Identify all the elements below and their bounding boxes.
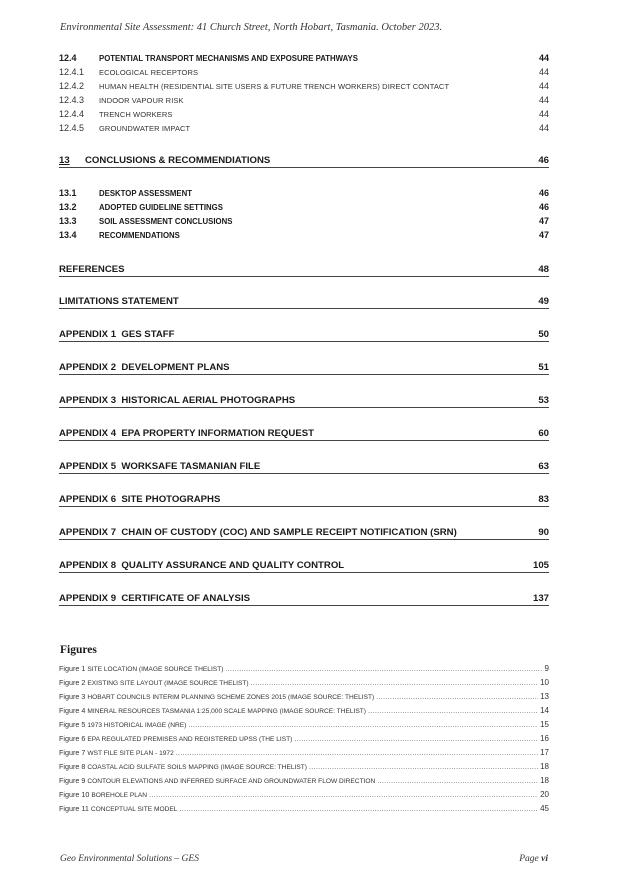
toc-entry-13[interactable] [59, 155, 549, 168]
figure-page: 18 [540, 762, 549, 771]
toc-number: 13 [59, 155, 70, 166]
toc-entry-appendix-5[interactable] [59, 461, 549, 474]
toc-entry-12-4[interactable] [59, 53, 549, 63]
toc-page: 50 [538, 329, 549, 340]
figure-title: BOREHOLE PLAN [91, 792, 148, 799]
figure-title: EXISTING SITE LAYOUT (IMAGE SOURCE THELIST) [87, 680, 249, 687]
figure-label: Figure 11 [59, 804, 89, 813]
toc-entry-12-4-1[interactable] [59, 67, 549, 77]
toc-page: 47 [538, 230, 549, 240]
figure-entry-7[interactable] [59, 748, 549, 757]
toc-entry-appendix-1[interactable] [59, 329, 549, 342]
toc-number: 13.4 [59, 230, 77, 240]
leader-dots [176, 748, 538, 757]
figure-title: SITE LOCATION (IMAGE SOURCE THELIST) [87, 666, 224, 673]
toc-number: 13.2 [59, 202, 77, 212]
toc-page: 44 [538, 53, 549, 63]
toc-title: APPENDIX 7 CHAIN OF CUSTODY (COC) AND SAMPLE RECEIPT NOTIFICATION (SRN) [59, 527, 457, 538]
toc-entry-appendix-4[interactable] [59, 428, 549, 441]
toc-title: APPENDIX 3 HISTORICAL AERIAL PHOTOGRAPHS [59, 395, 296, 406]
toc-number: 12.4.3 [59, 95, 85, 105]
toc-entry-12-4-4[interactable] [59, 109, 549, 119]
toc-page: 44 [538, 109, 549, 119]
figure-label: Figure 5 [59, 720, 86, 729]
figure-label: Figure 4 [59, 706, 86, 715]
toc-title: LIMITATIONS STATEMENT [59, 296, 179, 307]
figure-page: 16 [540, 734, 549, 743]
toc-entry-13-1[interactable] [59, 188, 549, 198]
toc-title: CONCLUSIONS & RECOMMENDIATIONS [85, 155, 271, 166]
toc-entry-appendix-2[interactable] [59, 362, 549, 375]
toc-page: 137 [532, 593, 549, 604]
toc-page: 53 [538, 395, 549, 406]
toc-entry-appendix-9[interactable] [59, 593, 549, 606]
figure-label: Figure 3 [59, 692, 86, 701]
toc-entry-appendix-7[interactable] [59, 527, 549, 540]
toc-page: 47 [538, 216, 549, 226]
toc-entry-12-4-5[interactable] [59, 123, 549, 133]
toc-page: 90 [538, 527, 549, 538]
footer-page-label: Page [519, 854, 539, 864]
figure-title: CONCEPTUAL SITE MODEL [90, 806, 178, 813]
toc-title: TRENCH WORKERS [99, 110, 173, 119]
toc-entry-references[interactable] [59, 264, 549, 277]
figure-entry-5[interactable] [59, 720, 549, 729]
figure-entry-3[interactable] [59, 692, 549, 701]
figure-entry-1[interactable] [59, 664, 549, 673]
toc-page: 44 [538, 95, 549, 105]
figure-label: Figure 1 [59, 664, 86, 673]
toc-title: INDOOR VAPOUR RISK [99, 96, 184, 105]
toc-title: DESKTOP ASSESSMENT [99, 189, 193, 198]
leader-dots [377, 776, 538, 785]
figure-label: Figure 2 [59, 678, 86, 687]
figure-label: Figure 8 [59, 762, 86, 771]
figure-entry-8[interactable] [59, 762, 549, 771]
toc-number: 12.4 [59, 53, 77, 63]
figure-entry-11[interactable] [59, 804, 549, 813]
figure-page: 20 [540, 790, 549, 799]
figure-page: 15 [540, 720, 549, 729]
toc-page: 46 [538, 202, 549, 212]
toc-entry-12-4-3[interactable] [59, 95, 549, 105]
figure-page: 14 [540, 706, 549, 715]
toc-number: 12.4.1 [59, 67, 85, 77]
leader-dots [149, 790, 538, 799]
figure-title: CONTOUR ELEVATIONS AND INFERRED SURFACE AND GROUNDWATER FLOW DIRECTION [87, 778, 376, 785]
figure-title: 1973 HISTORICAL IMAGE (NRE) [87, 722, 187, 729]
toc-title: APPENDIX 4 EPA PROPERTY INFORMATION REQUEST [59, 428, 314, 439]
toc-page: 46 [538, 155, 549, 166]
toc-number: 12.4.4 [59, 109, 85, 119]
toc-entry-appendix-6[interactable] [59, 494, 549, 507]
figure-page: 45 [540, 804, 549, 813]
toc-number: 12.4.2 [59, 81, 85, 91]
page-header: Environmental Site Assessment: 41 Church Street, North Hobart, Tasmania. October 2023. [60, 22, 443, 33]
leader-dots [179, 804, 538, 813]
toc-page: 60 [538, 428, 549, 439]
figure-page: 13 [540, 692, 549, 701]
toc-title: RECOMMENDATIONS [99, 231, 180, 240]
toc-title: REFERENCES [59, 264, 125, 275]
toc-title: APPENDIX 5 WORKSAFE TASMANIAN FILE [59, 461, 261, 472]
figure-title: COASTAL ACID SULFATE SOILS MAPPING (IMAGE SOURCE: THELIST) [87, 764, 307, 771]
leader-dots [309, 762, 538, 771]
footer-company: Geo Environmental Solutions – GES [60, 854, 199, 864]
leader-dots [188, 720, 538, 729]
figure-entry-2[interactable] [59, 678, 549, 687]
toc-title: APPENDIX 8 QUALITY ASSURANCE AND QUALITY CONTROL [59, 560, 345, 571]
figure-page: 18 [540, 776, 549, 785]
toc-page: 105 [532, 560, 549, 571]
figure-page: 10 [540, 678, 549, 687]
toc-title: POTENTIAL TRANSPORT MECHANISMS AND EXPOSURE PATHWAYS [99, 54, 358, 63]
leader-dots [376, 692, 538, 701]
toc-page: 51 [538, 362, 549, 373]
figure-label: Figure 10 [59, 790, 90, 799]
toc-page: 44 [538, 67, 549, 77]
toc-page: 44 [538, 81, 549, 91]
toc-number: 13.1 [59, 188, 77, 198]
figure-entry-6[interactable] [59, 734, 549, 743]
toc-entry-appendix-8[interactable] [59, 560, 549, 573]
figure-title: HOBART COUNCILS INTERIM PLANNING SCHEME ZONES 2015 (IMAGE SOURCE: THELIST) [87, 694, 375, 701]
leader-dots [251, 678, 539, 687]
leader-dots [368, 706, 538, 715]
toc-page: 48 [538, 264, 549, 275]
figure-title: EPA REGULATED PREMISES AND REGISTERED UPSS (THE LIST) [87, 736, 293, 743]
toc-number: 13.3 [59, 216, 77, 226]
toc-title: APPENDIX 1 GES STAFF [59, 329, 175, 340]
toc-title: GROUNDWATER IMPACT [99, 124, 191, 133]
toc-title: ECOLOGICAL RECEPTORS [99, 68, 199, 77]
toc-entry-appendix-3[interactable] [59, 395, 549, 408]
toc-page: 44 [538, 123, 549, 133]
toc-title: HUMAN HEALTH (RESIDENTIAL SITE USERS & FUTURE TRENCH WORKERS) DIRECT CONTACT [99, 82, 450, 91]
figure-title: MINERAL RESOURCES TASMANIA 1:25,000 SCALE MAPPING (IMAGE SOURCE: THELIST) [87, 708, 366, 715]
figure-entry-4[interactable] [59, 706, 549, 715]
figure-label: Figure 7 [59, 748, 86, 757]
figure-label: Figure 6 [59, 734, 86, 743]
footer-page-number: vi [541, 854, 548, 864]
toc-entry-12-4-2[interactable] [59, 81, 549, 91]
toc-entry-13-4[interactable] [59, 230, 549, 240]
leader-dots [225, 664, 542, 673]
toc-title: APPENDIX 9 CERTIFICATE OF ANALYSIS [59, 593, 251, 604]
figure-entry-9[interactable] [59, 776, 549, 785]
toc-entry-limitations[interactable] [59, 296, 549, 309]
toc-title: ADOPTED GUIDELINE SETTINGS [99, 203, 223, 212]
figure-entry-10[interactable] [59, 790, 549, 799]
toc-entry-13-2[interactable] [59, 202, 549, 212]
figure-label: Figure 9 [59, 776, 86, 785]
figures-heading: Figures [60, 644, 97, 656]
figure-title: WST FILE SITE PLAN - 1972 [87, 750, 174, 757]
toc-page: 49 [538, 296, 549, 307]
toc-title: SOIL ASSESSMENT CONCLUSIONS [99, 217, 233, 226]
footer-page-indicator [519, 854, 548, 864]
toc-title: APPENDIX 6 SITE PHOTOGRAPHS [59, 494, 221, 505]
toc-entry-13-3[interactable] [59, 216, 549, 226]
toc-number: 12.4.5 [59, 123, 85, 133]
figure-page: 9 [544, 664, 549, 673]
toc-page: 83 [538, 494, 549, 505]
figure-page: 17 [540, 748, 549, 757]
toc-page: 46 [538, 188, 549, 198]
leader-dots [294, 734, 538, 743]
toc-page: 63 [538, 461, 549, 472]
toc-title: APPENDIX 2 DEVELOPMENT PLANS [59, 362, 230, 373]
